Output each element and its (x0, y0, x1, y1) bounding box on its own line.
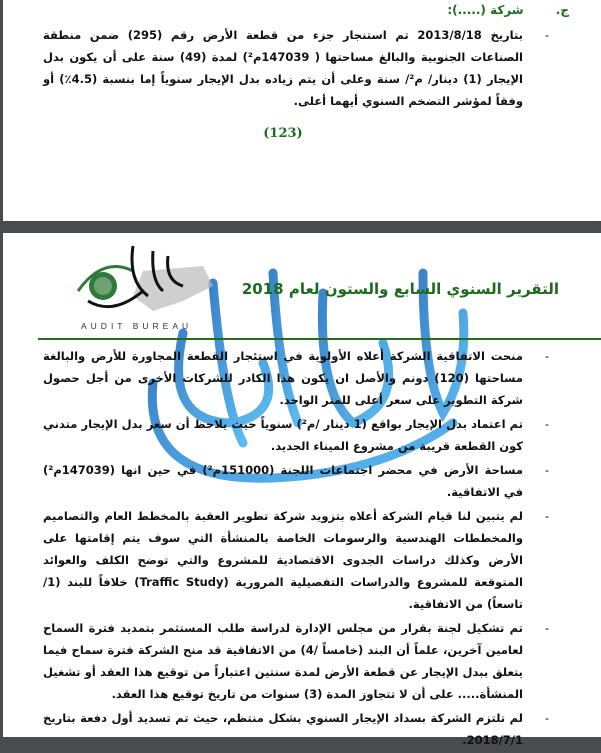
paragraph (43, 24, 549, 112)
paragraph (43, 413, 549, 457)
section-letter: ج. (555, 3, 569, 17)
page-2-body (43, 345, 549, 753)
bullet-dash: - (544, 621, 549, 635)
section-heading (447, 3, 569, 17)
paragraph (43, 707, 549, 751)
bullet-dash: - (544, 463, 549, 477)
paragraph (43, 345, 549, 411)
paragraph (43, 505, 549, 615)
paragraph-text: تم اعتماد بدل الإيجار بواقع (1 دينار /م²) سنوياً حيث يلاحظ أن سعر بدل الإيجار متدني كون القطعة قريبة من مشروع الميناء الجديد. (43, 417, 523, 453)
bullet-dash: - (544, 509, 549, 523)
paragraph-text: تم تشكيل لجنة بقرار من مجلس الإدارة لدراسة طلب المستثمر بتمديد فترة السماح لعامين آخرين، علماً أن البند (خامساً /4) من الاتفاقية قد منح الشركة فترة سماح فيما يتعلق ببدل الإيجار عن قطعة الأرض لمدة سنتين اعتباراً من توقيع هذا العقد أو تشغيل المنشأة..... على أن لا تتجاوز المدة (3) سنوات من تاريخ توقيع هذا العقد. (43, 621, 524, 701)
logo-english-text: AUDIT BUREAU (81, 321, 193, 331)
header-divider (38, 338, 601, 340)
report-header-title: التقرير السنوي السابع والستون لعام 2018 (241, 280, 559, 298)
logo-emblem-icon (73, 241, 213, 321)
audit-bureau-logo (73, 241, 213, 336)
paragraph-text: لم تلتزم الشركة بسداد الإيجار السنوي بشكل منتظم، حيث تم تسديد أول دفعة بتاريخ 2018/7/1. (43, 711, 523, 747)
document-page-2 (3, 233, 601, 747)
paragraph-text: مساحة الأرض في محضر اجتماعات اللجنة (151000م²) في حين انها (147039م²) في الاتفاقية. (43, 463, 523, 499)
paragraph-text: لم يتبين لنا قيام الشركة أعلاه بتزويد شركة تطوير العقبة بالمخطط العام والتصاميم والمخططات الهندسية والرسومات الخاصة بالمنشأة التي سوف يتم إقامتها على الأرض وكذلك دراسات الجدوى الاقتصادية للمشروع والتي توضح الكلف والعوائد المتوقعة للمشروع والدراسات التفصيلية المرورية (Traffic Study) خلافاً للبند (1/تاسعاً) من الاتفاقية. (43, 509, 523, 611)
page-1-body (43, 24, 549, 141)
paragraph (43, 617, 549, 705)
page-number: (123) (263, 126, 303, 141)
document-page-1 (3, 0, 601, 221)
paragraph-text: منحت الاتفاقية الشركة أعلاه الأولوية في استئجار القطعة المجاورة للأرض والبالغة مساحتها (120) دونم والأصل ان يكون هذا الكادر للشركات الأخرى من أجل حصول شركة التطوير على سعر أعلى للمتر الواحد. (43, 349, 523, 407)
bullet-dash: - (544, 711, 549, 725)
paragraph-text: بتاريخ 2013/8/18 تم استنجار جزء من قطعة الأرض رقم (295) ضمن منطقة الصناعات الجنوبية والبالغ مساحتها ( 147039م²) لمدة (49) سنة على أن يكون بدل الإيجار (1) دينار/ م²/ سنة وعلى أن يتم زياده بدل الإيجار سنوياً إما بنسبة (4.5٪) أو وفقاً لمؤشر التضخم السنوي أيهما أعلى. (43, 28, 523, 108)
bullet-dash: - (544, 349, 549, 363)
bullet-dash: - (544, 28, 549, 42)
bullet-dash: - (544, 417, 549, 431)
section-title: شركة (.....): (447, 3, 524, 17)
paragraph (43, 459, 549, 503)
